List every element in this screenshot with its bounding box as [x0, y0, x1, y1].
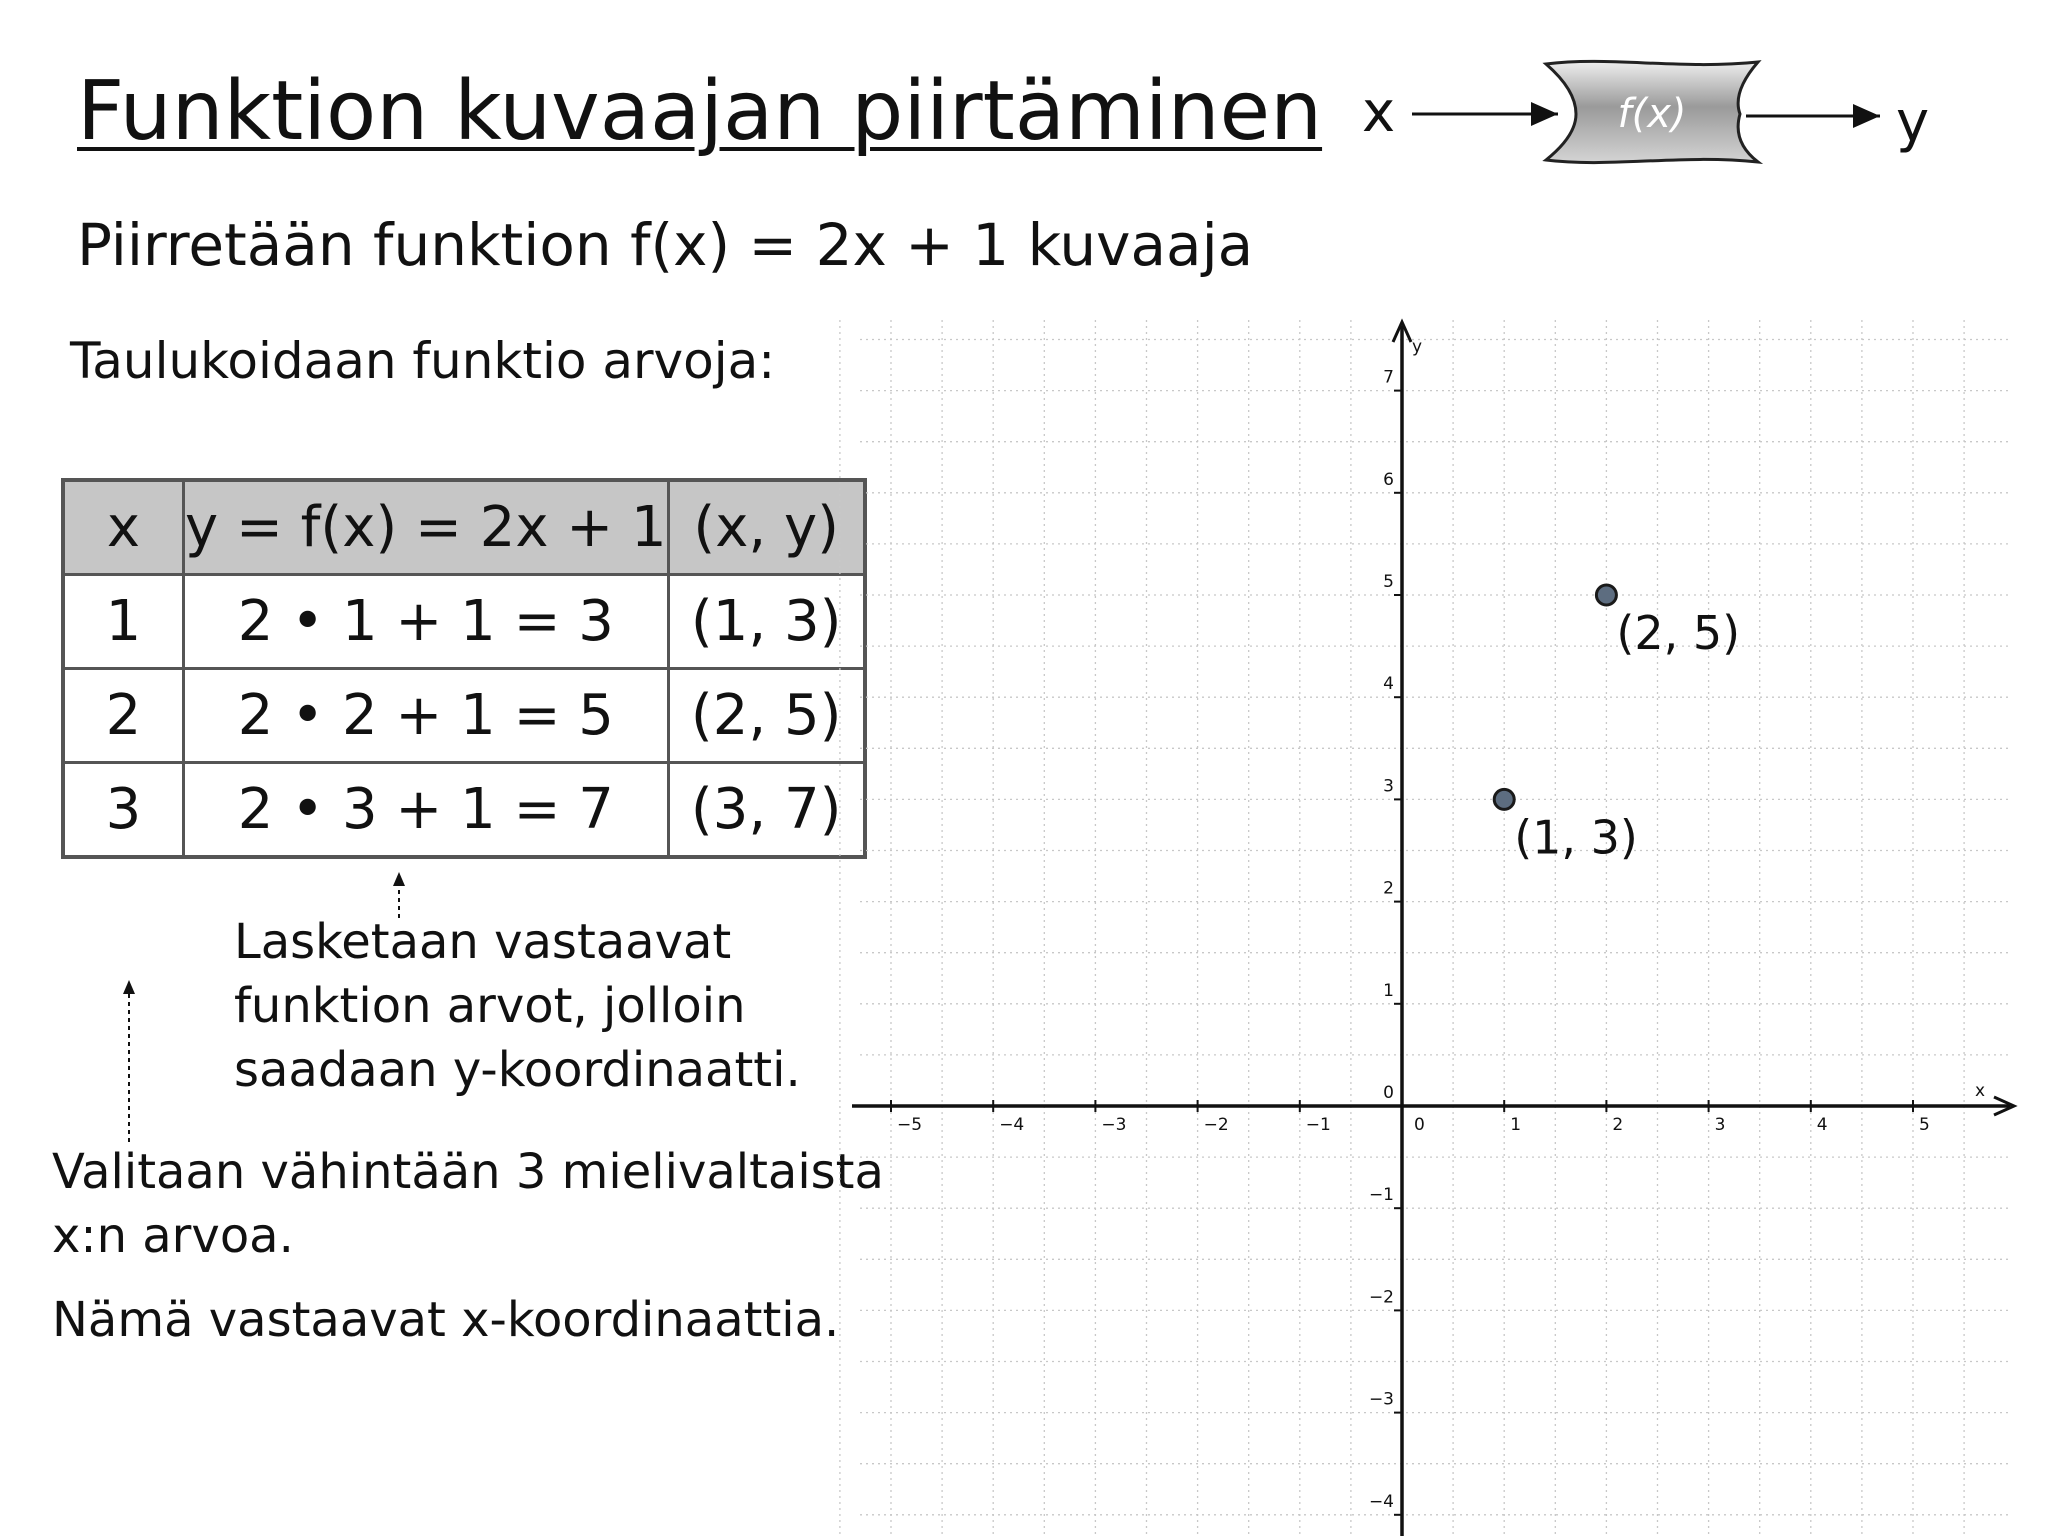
- x-tick-label: −5: [897, 1115, 923, 1135]
- cell-formula: 2 • 1 + 1 = 3: [184, 575, 669, 669]
- function-box-label: f(x): [1617, 91, 1687, 137]
- y-tick-label: 7: [1383, 367, 1394, 388]
- y-tick-label: −3: [1368, 1389, 1394, 1410]
- x-tick-label: 1: [1510, 1115, 1522, 1135]
- x-tick-label: 3: [1714, 1115, 1726, 1135]
- x-tick-label: 2: [1612, 1115, 1624, 1135]
- subtitle: Piirretään funktion f(x) = 2x + 1 kuvaaja: [77, 211, 1254, 279]
- cell-x: 1: [63, 575, 184, 669]
- y-axis-label: y: [1412, 337, 1423, 357]
- page-title: Funktion kuvaajan piirtäminen: [77, 64, 1323, 159]
- compute-note-line: funktion arvot, jolloin: [234, 978, 746, 1034]
- cell-formula: 2 • 2 + 1 = 5: [184, 669, 669, 763]
- header-pair: (x, y): [668, 480, 865, 575]
- header-formula: y = f(x) = 2x + 1: [184, 480, 669, 575]
- y-tick-label: −4: [1368, 1491, 1394, 1512]
- diagram-input-label: x: [1362, 80, 1396, 145]
- cell-x: 3: [63, 763, 184, 858]
- y-tick-label: 4: [1383, 674, 1394, 695]
- cell-x: 2: [63, 669, 184, 763]
- y-tick-label: 1: [1383, 980, 1394, 1001]
- y-tick-label: −2: [1368, 1287, 1394, 1308]
- table-caption: Taulukoidaan funktio arvoja:: [70, 332, 776, 390]
- correspond-note: Nämä vastaavat x-koordinaattia.: [52, 1292, 840, 1348]
- x-tick-label: −1: [1305, 1115, 1331, 1135]
- compute-note-line: saadaan y-koordinaatti.: [234, 1042, 801, 1098]
- y-tick-label: 5: [1383, 572, 1394, 592]
- data-point-label: (1, 3): [1514, 810, 1638, 865]
- data-point-label: (2, 5): [1616, 606, 1741, 660]
- data-point: [1494, 789, 1514, 809]
- y-tick-label: 2: [1383, 878, 1394, 899]
- cell-pair: (2, 5): [668, 669, 865, 763]
- y-tick-label: −1: [1368, 1185, 1394, 1206]
- x-tick-label: 5: [1919, 1115, 1930, 1135]
- x-tick-label: −2: [1203, 1115, 1229, 1135]
- y-tick-label: 3: [1383, 776, 1394, 797]
- diagram-output-label: y: [1896, 90, 1930, 155]
- x-tick-label: 4: [1816, 1115, 1828, 1135]
- cell-pair: (1, 3): [668, 575, 865, 669]
- x-tick-label: −3: [1101, 1115, 1127, 1135]
- cell-formula: 2 • 3 + 1 = 7: [184, 763, 669, 858]
- x-tick-label: 0: [1414, 1115, 1425, 1135]
- x-tick-label: −4: [999, 1115, 1025, 1135]
- choose-note-line: Valitaan vähintään 3 mielivaltaista: [52, 1144, 884, 1200]
- choose-note-line: x:n arvoa.: [52, 1208, 294, 1264]
- y-tick-label: 0: [1383, 1083, 1394, 1103]
- cell-pair: (3, 7): [668, 763, 865, 858]
- compute-note-line: Lasketaan vastaavat: [234, 914, 732, 970]
- data-point: [1596, 585, 1616, 605]
- header-x: x: [63, 480, 184, 575]
- y-tick-label: 6: [1383, 469, 1394, 490]
- x-axis-label: x: [1975, 1081, 1986, 1101]
